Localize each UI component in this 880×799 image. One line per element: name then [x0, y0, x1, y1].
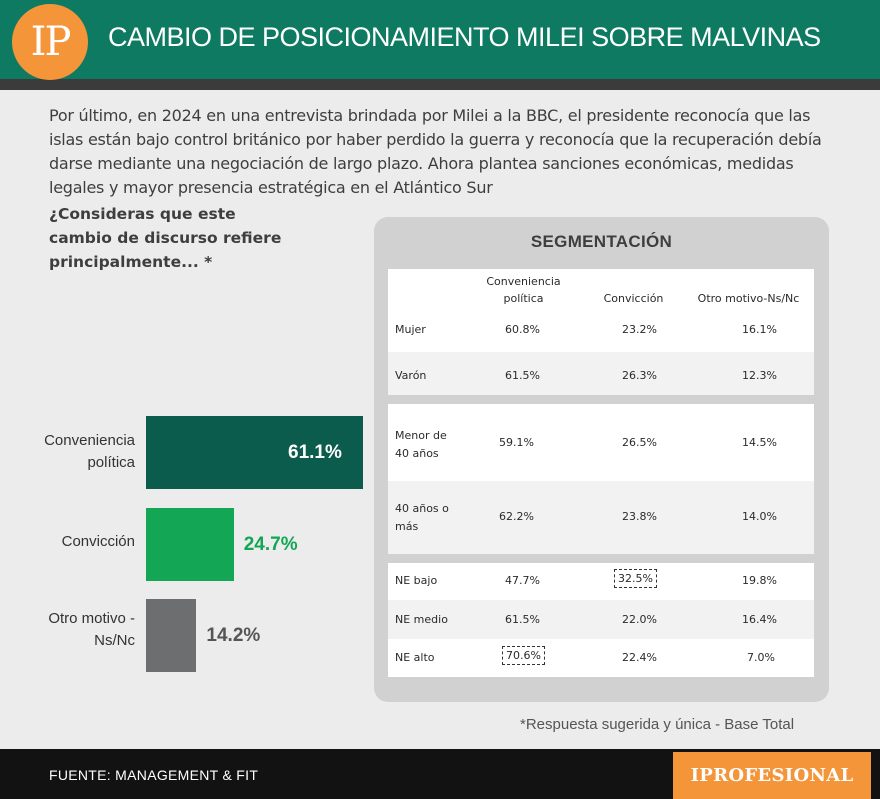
column-header-otro: Otro motivo-Ns/Nc [697, 292, 800, 305]
source-text: FUENTE: MANAGEMENT & FIT [49, 767, 259, 783]
table-cell: 47.7% [505, 574, 540, 587]
table-cell: 62.2% [499, 510, 534, 523]
bar-label-otro: Otro motivo -Ns/Nc [48, 610, 135, 649]
table-cell: 7.0% [747, 651, 775, 664]
table-cell: 26.3% [622, 369, 657, 382]
table-cell: 61.5% [505, 369, 540, 382]
table-cell: 23.2% [622, 323, 657, 336]
row-label: NE alto [395, 651, 435, 664]
bar-value-otro: 14.2% [206, 624, 261, 646]
row-label: NE bajo [395, 574, 438, 587]
table-cell: 59.1% [499, 436, 534, 449]
table-cell: 22.0% [622, 613, 657, 626]
row-label: 40 años o más [395, 502, 449, 533]
footnote: *Respuesta sugerida y única - Base Total [520, 716, 795, 733]
table-cell-highlighted: 70.6% [502, 646, 545, 665]
segmentation-title: SEGMENTACIÓN [530, 232, 673, 251]
table-cell: 14.0% [742, 510, 777, 523]
table-cell: 12.3% [742, 369, 777, 382]
row-label: Varón [395, 369, 427, 382]
survey-question: ¿Consideras que este cambio de discurso refiere principalmente... * [49, 205, 282, 271]
table-cell: 26.5% [622, 436, 657, 449]
table-cell: 16.4% [742, 613, 777, 626]
brand-text: IPROFESIONAL [690, 765, 854, 786]
ip-logo [12, 4, 88, 80]
column-header-conveniencia: Conveniencia política [486, 275, 561, 305]
bar-otro [146, 599, 196, 672]
bar-label-conveniencia: Conveniencia política [44, 432, 135, 471]
brand-logo [673, 752, 871, 799]
page-title: CAMBIO DE POSICIONAMIENTO MILEI SOBRE MALVINAS [108, 22, 821, 52]
table-cell: 14.5% [742, 436, 777, 449]
table-cell-highlighted: 32.5% [614, 569, 657, 588]
table-cell: 23.8% [622, 510, 657, 523]
table-cell: 19.8% [742, 574, 777, 587]
table-cell: 22.4% [622, 651, 657, 664]
intro-text: Por último, en 2024 en una entrevista brindada por Milei a la BBC, el presidente reconocía que las islas están bajo control británico por haber perdido la guerra y reconocía que la recuperación debía darse mediante una negociación de largo plazo. Ahora plantea sanciones económicas, medidas legales y mayor presencia estratégica en el Atlántico Sur [49, 106, 822, 197]
bar-conviccion [146, 508, 234, 581]
bar-value-conveniencia: 61.1% [288, 441, 342, 463]
logo-text: IP [30, 19, 70, 65]
column-header-conviccion: Convicción [603, 292, 664, 305]
bar-value-conviccion: 24.7% [243, 533, 298, 555]
header [0, 0, 880, 90]
table-cell: 60.8% [505, 323, 540, 336]
row-label: Menor de 40 años [395, 429, 447, 460]
bar-label-conviccion: Convicción [61, 533, 135, 550]
table-cell: 16.1% [742, 323, 777, 336]
row-label: NE medio [395, 613, 448, 626]
row-label: Mujer [395, 323, 426, 336]
table-cell: 61.5% [505, 613, 540, 626]
